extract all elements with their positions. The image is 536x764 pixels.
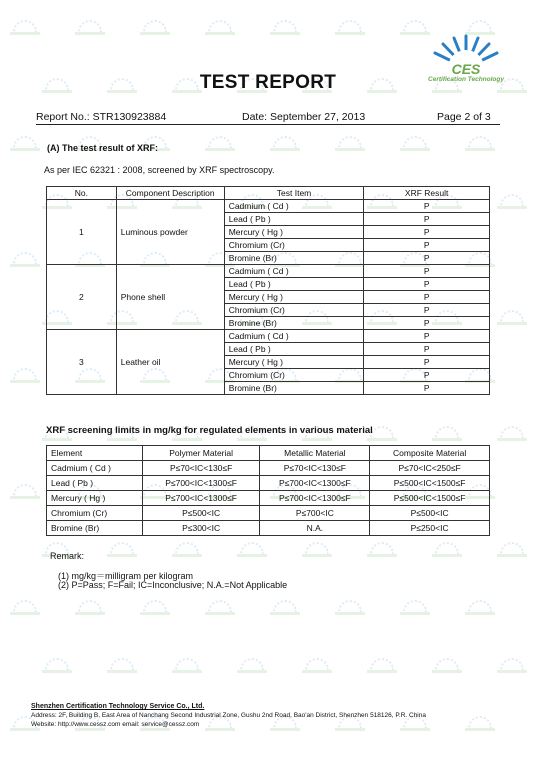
table-row <box>47 200 490 213</box>
watermark-logo-icon <box>140 600 170 618</box>
watermark-logo-icon <box>497 310 527 328</box>
xrf-result: P <box>364 343 490 356</box>
limit-value: P≤700<IC <box>260 506 370 521</box>
element-name: Chromium (Cr) <box>47 506 143 521</box>
watermark-logo-icon <box>270 600 300 618</box>
watermark-logo-icon <box>497 426 527 444</box>
watermark-logo-icon <box>400 600 430 618</box>
watermark-logo-icon <box>497 194 527 212</box>
watermark-logo-icon <box>497 658 527 676</box>
svg-text:CES: CES <box>451 61 481 76</box>
header-divider <box>36 124 500 125</box>
xrf-result: P <box>364 265 490 278</box>
watermark-logo-icon <box>10 368 40 386</box>
watermark-logo-icon <box>335 20 365 38</box>
watermark-logo-icon <box>465 716 495 734</box>
xrf-result: P <box>364 356 490 369</box>
watermark-logo-icon <box>75 20 105 38</box>
watermark-logo-icon <box>237 658 267 676</box>
xrf-result: P <box>364 330 490 343</box>
watermark-logo-icon <box>172 542 202 560</box>
watermark-logo-icon <box>270 136 300 154</box>
sample-number: 3 <box>47 330 117 395</box>
xrf-result: P <box>364 200 490 213</box>
xrf-result: P <box>364 382 490 395</box>
watermark-logo-icon <box>432 542 462 560</box>
limits-title: XRF screening limits in mg/kg for regulated elements in various material <box>46 425 373 436</box>
sample-number: 2 <box>47 265 117 330</box>
table-row <box>47 476 490 491</box>
element-name: Mercury ( Hg ) <box>47 491 143 506</box>
column-header: Composite Material <box>370 446 490 461</box>
column-header: Element <box>47 446 143 461</box>
limit-value: P≤500<IC <box>142 506 260 521</box>
watermark-logo-icon <box>172 658 202 676</box>
limit-value: P≤700<IC<1300≤F <box>260 491 370 506</box>
element-name: Lead ( Pb ) <box>47 476 143 491</box>
watermark-logo-icon <box>10 252 40 270</box>
watermark-logo-icon <box>302 542 332 560</box>
watermark-logo-icon <box>107 542 137 560</box>
limit-value: P≤700<IC<1300≤F <box>142 491 260 506</box>
footer-website: Website: http://www.cessz.com email: service@cessz.com <box>31 721 200 728</box>
watermark-logo-icon <box>497 542 527 560</box>
table-header-row <box>47 187 490 200</box>
footer-address: Address: 2F, Building B, East Area of Nanchang Second Industrial Zone, Gushu 2nd Road, Bao'an District, Shenzhen 518126, P.R. China <box>31 712 426 719</box>
xrf-result: P <box>364 317 490 330</box>
xrf-result: P <box>364 239 490 252</box>
limit-value: P≤500<IC <box>370 506 490 521</box>
xrf-result: P <box>364 226 490 239</box>
column-header: Polymer Material <box>142 446 260 461</box>
table-row <box>47 491 490 506</box>
component-description: Leather oil <box>116 330 224 395</box>
test-item: Cadmium ( Cd ) <box>224 330 364 343</box>
test-item: Cadmium ( Cd ) <box>224 265 364 278</box>
test-item: Lead ( Pb ) <box>224 213 364 226</box>
limit-value: P≤70<IC<250≤F <box>370 461 490 476</box>
watermark-logo-icon <box>367 542 397 560</box>
limit-value: P≤500<IC<1500≤F <box>370 491 490 506</box>
test-item: Lead ( Pb ) <box>224 343 364 356</box>
table-row <box>47 461 490 476</box>
watermark-logo-icon <box>10 20 40 38</box>
logo-text: Certification Technology <box>428 76 504 83</box>
limit-value: P≤70<IC<130≤F <box>142 461 260 476</box>
column-header: No. <box>47 187 117 200</box>
limit-value: P≤500<IC<1500≤F <box>370 476 490 491</box>
xrf-results-table <box>46 186 490 395</box>
watermark-logo-icon <box>432 426 462 444</box>
test-item: Mercury ( Hg ) <box>224 356 364 369</box>
report-date: Date: September 27, 2013 <box>242 111 366 123</box>
section-a-intro: As per IEC 62321 : 2008, screened by XRF spectroscopy. <box>44 165 275 175</box>
table-row <box>47 506 490 521</box>
watermark-logo-icon <box>335 136 365 154</box>
watermark-logo-icon <box>237 542 267 560</box>
watermark-logo-icon <box>432 658 462 676</box>
test-item: Lead ( Pb ) <box>224 278 364 291</box>
page-title: TEST REPORT <box>199 72 337 93</box>
sample-number: 1 <box>47 200 117 265</box>
table-row <box>47 265 490 278</box>
watermark-logo-icon <box>75 600 105 618</box>
remark-label: Remark: <box>50 551 85 561</box>
watermark-logo-icon <box>10 136 40 154</box>
table-row <box>47 521 490 536</box>
remark-note-1: (1) mg/kg＝milligram per kilogram <box>58 571 194 581</box>
element-name: Cadmium ( Cd ) <box>47 461 143 476</box>
table-row <box>47 330 490 343</box>
limit-value: P≤300<IC <box>142 521 260 536</box>
limit-value: P≤70<IC<130≤F <box>260 461 370 476</box>
table-header-row <box>47 446 490 461</box>
xrf-result: P <box>364 252 490 265</box>
test-item: Chromium (Cr) <box>224 239 364 252</box>
test-item: Bromine (Br) <box>224 317 364 330</box>
test-item: Mercury ( Hg ) <box>224 291 364 304</box>
watermark-logo-icon <box>400 136 430 154</box>
report-number: Report No.: STR130923884 <box>36 111 167 123</box>
section-a-heading: (A) The test result of XRF: <box>47 143 159 153</box>
component-description: Phone shell <box>116 265 224 330</box>
watermark-logo-icon <box>367 658 397 676</box>
watermark-logo-icon <box>335 600 365 618</box>
watermark-logo-icon <box>140 20 170 38</box>
component-description: Luminous powder <box>116 200 224 265</box>
test-item: Cadmium ( Cd ) <box>224 200 364 213</box>
logo-sunburst-icon <box>414 30 518 76</box>
test-item: Bromine (Br) <box>224 382 364 395</box>
limit-value: P≤700<IC<1300≤F <box>260 476 370 491</box>
remark-note-2: (2) P=Pass; F=Fail; IC=Inconclusive; N.A.=Not Applicable <box>58 580 288 590</box>
test-item: Chromium (Cr) <box>224 369 364 382</box>
watermark-logo-icon <box>465 600 495 618</box>
xrf-result: P <box>364 369 490 382</box>
watermark-logo-icon <box>205 136 235 154</box>
watermark-logo-icon <box>10 600 40 618</box>
limit-value: N.A. <box>260 521 370 536</box>
element-name: Bromine (Br) <box>47 521 143 536</box>
limit-value: P≤700<IC<1300≤F <box>142 476 260 491</box>
watermark-logo-icon <box>107 658 137 676</box>
column-header: Component Description <box>116 187 224 200</box>
watermark-logo-icon <box>10 484 40 502</box>
test-item: Mercury ( Hg ) <box>224 226 364 239</box>
watermark-logo-icon <box>42 658 72 676</box>
xrf-result: P <box>364 213 490 226</box>
watermark-logo-icon <box>270 20 300 38</box>
xrf-limits-table <box>46 445 490 536</box>
test-item: Chromium (Cr) <box>224 304 364 317</box>
column-header: Test Item <box>224 187 364 200</box>
test-item: Bromine (Br) <box>224 252 364 265</box>
limit-value: P≤250<IC <box>370 521 490 536</box>
xrf-result: P <box>364 291 490 304</box>
column-header: XRF Result <box>364 187 490 200</box>
page-number: Page 2 of 3 <box>437 111 491 123</box>
xrf-result: P <box>364 304 490 317</box>
column-header: Metallic Material <box>260 446 370 461</box>
watermark-logo-icon <box>205 20 235 38</box>
watermark-logo-icon <box>465 136 495 154</box>
footer-company: Shenzhen Certification Technology Service Co., Ltd. <box>31 703 205 710</box>
watermark-logo-icon <box>302 658 332 676</box>
watermark-logo-icon <box>205 600 235 618</box>
xrf-result: P <box>364 278 490 291</box>
